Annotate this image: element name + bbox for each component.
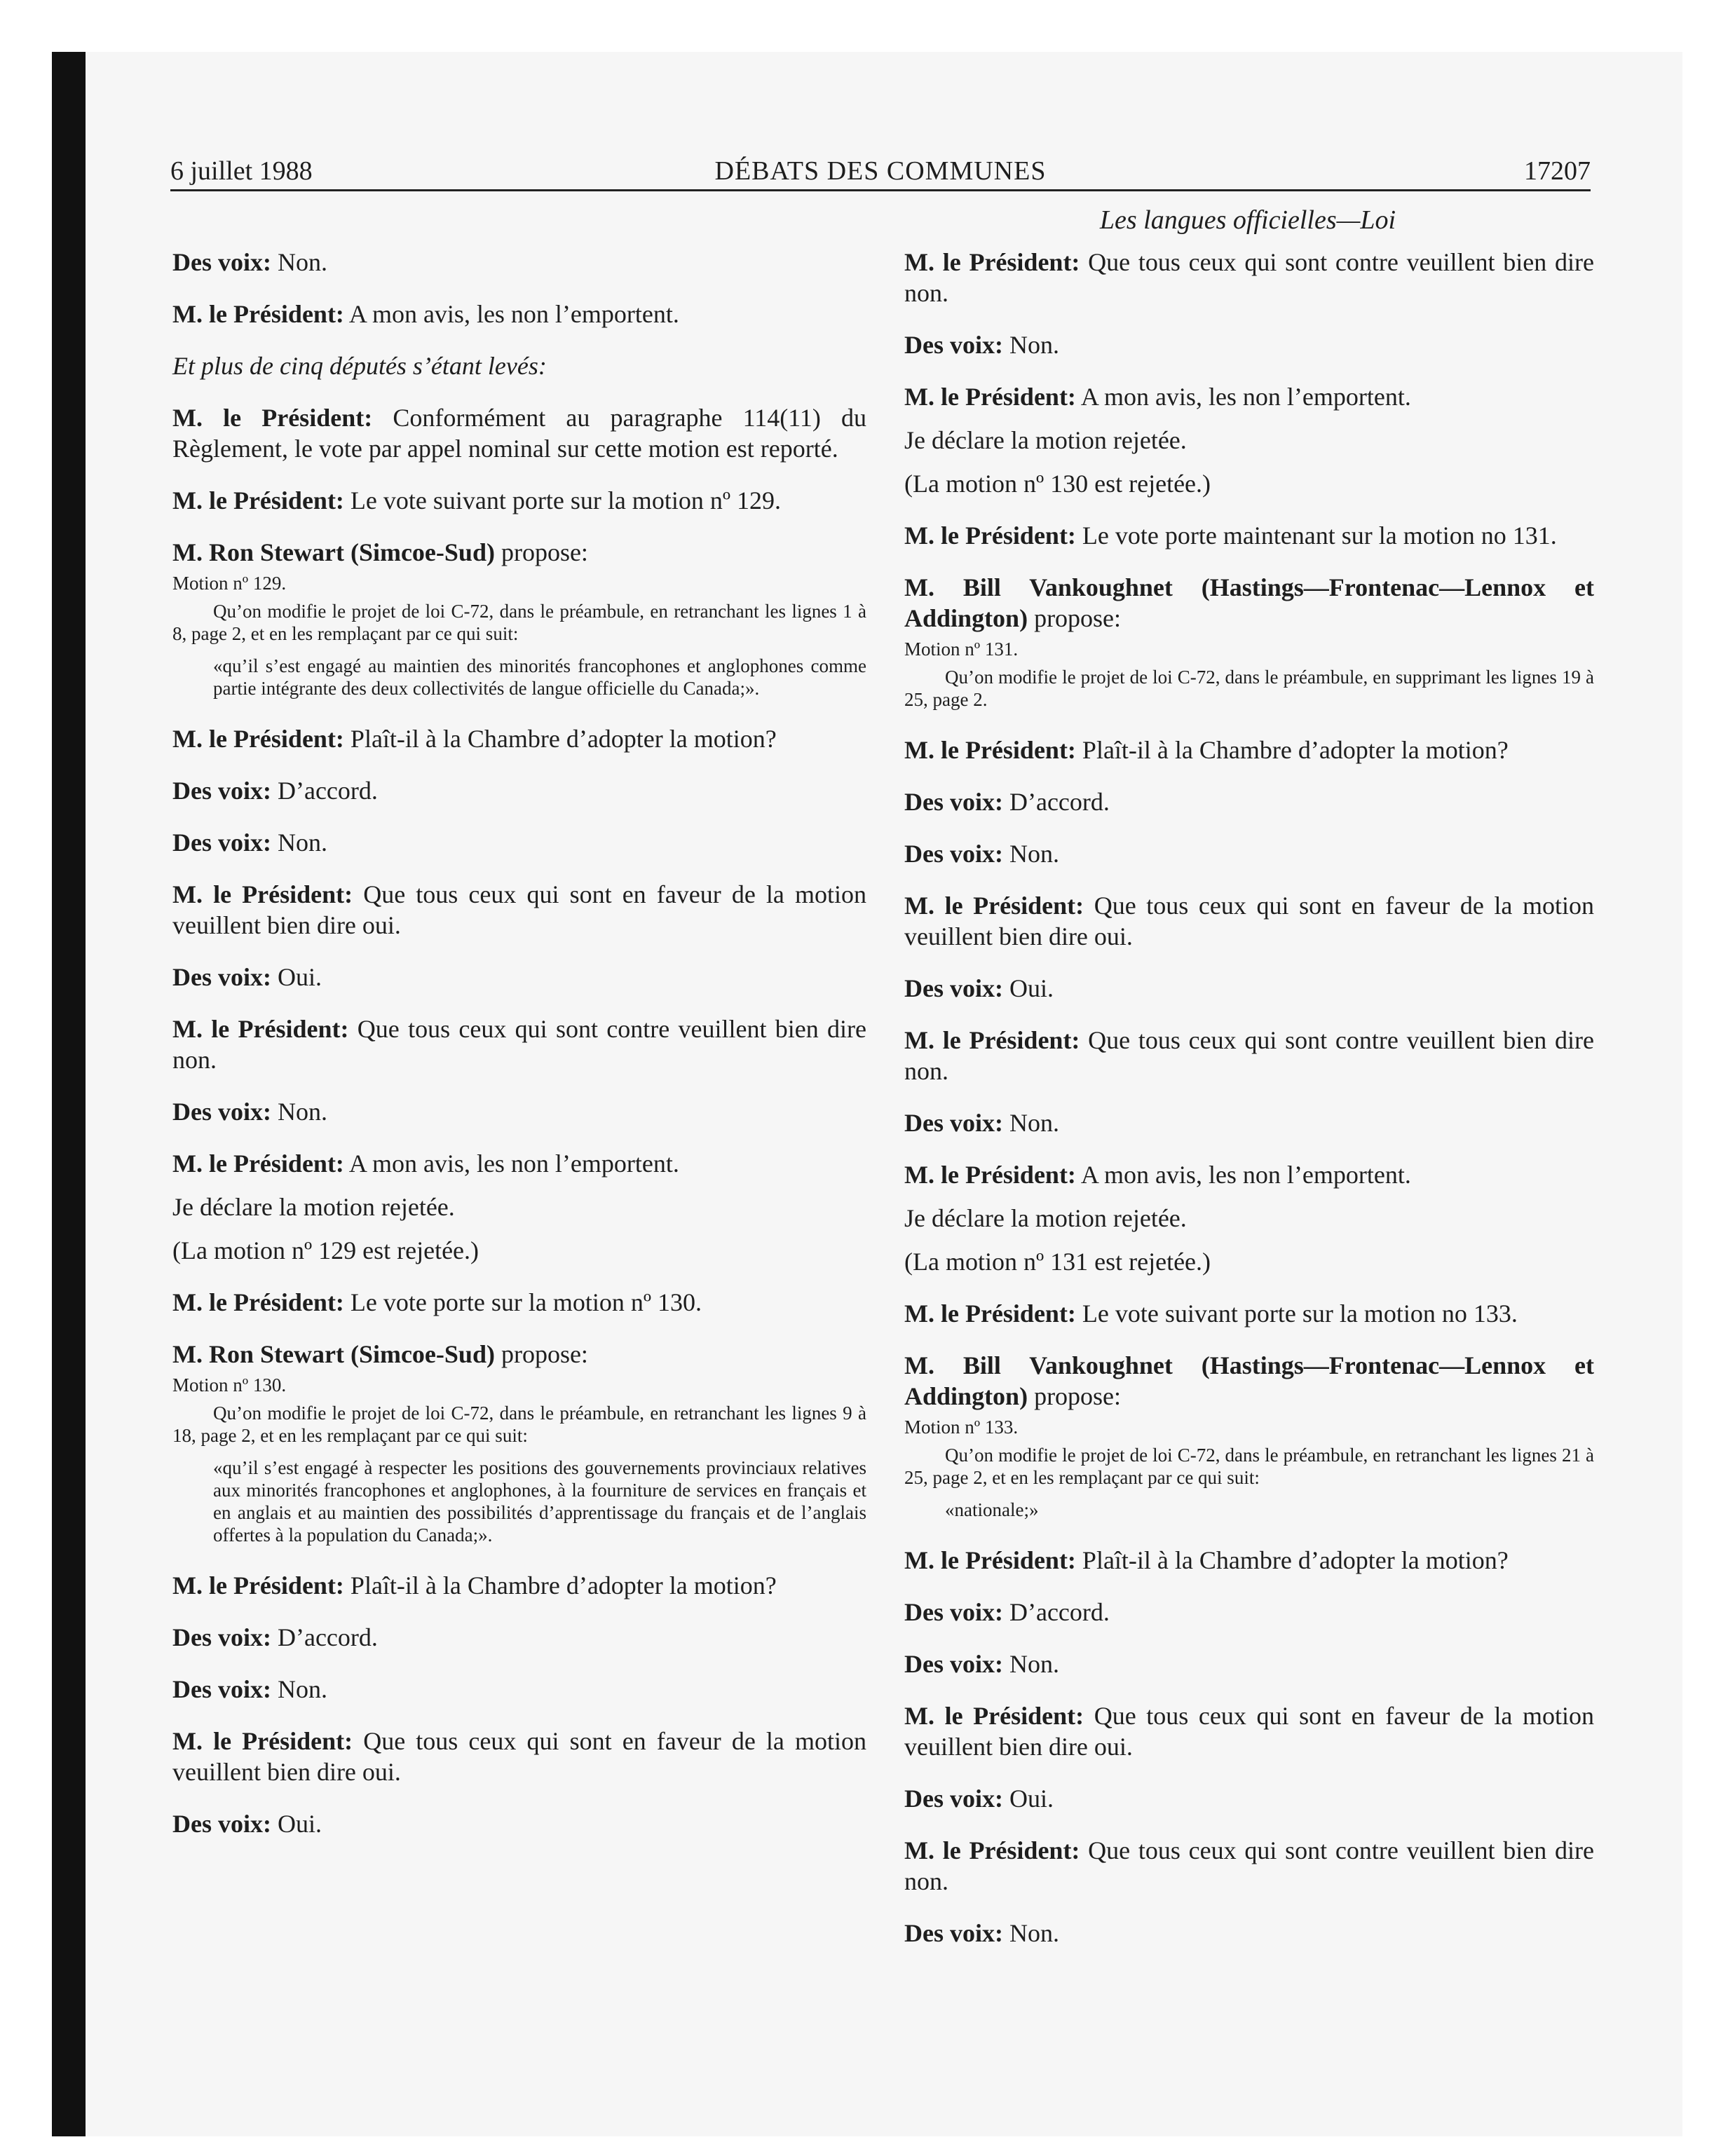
speaker-name: M. le Président: [904, 736, 1076, 764]
speaker-name: M. le Président: [172, 1727, 353, 1755]
paragraph [904, 786, 1594, 817]
speech-text: Le vote porte sur la motion nº 130. [343, 1288, 702, 1316]
speaker-name: Des voix: [172, 777, 271, 805]
motion-text: Qu’on modifie le projet de loi C-72, dans le préambule, en supprimant les lignes 19 à 25, page 2. [904, 667, 1594, 710]
header-date: 6 juillet 1988 [170, 156, 313, 186]
paragraph [904, 890, 1594, 952]
paragraph [172, 1622, 866, 1653]
speech-text: Je déclare la motion rejetée. [172, 1193, 455, 1221]
speech-text: D’accord. [271, 1623, 378, 1651]
paragraph [904, 1298, 1594, 1329]
speech-text: Non. [1002, 331, 1059, 359]
paragraph [904, 1159, 1594, 1190]
speaker-name: M. le Président: [904, 1836, 1080, 1864]
speech-text: Le vote suivant porte sur la motion no 133. [1075, 1299, 1518, 1328]
speech-text: Oui. [1002, 974, 1054, 1002]
speech-text: Que tous ceux qui sont en faveur de la motion veuillent bien dire oui. [172, 880, 866, 939]
paragraph [172, 1192, 866, 1222]
speaker-name: Des voix: [904, 788, 1003, 816]
paragraph [904, 1545, 1594, 1576]
paragraph [172, 1287, 866, 1318]
speaker-name: Des voix: [172, 1098, 271, 1126]
paragraph [904, 1203, 1594, 1234]
speaker-name: Des voix: [904, 974, 1003, 1002]
speech-text: Le vote suivant porte sur la motion nº 129. [343, 486, 781, 514]
speaker-name: Des voix: [904, 1109, 1003, 1137]
paragraph [172, 1148, 866, 1179]
speaker-name: M. le Président: [904, 1299, 1076, 1328]
motion-block [172, 1374, 866, 1546]
paragraph [172, 350, 866, 381]
speaker-name: M. le Président: [172, 404, 373, 432]
paragraph [904, 1918, 1594, 1949]
paragraph [172, 402, 866, 464]
motion-quote: «qu’il s’est engagé au maintien des minorités francophones et anglophones comme partie intégrante des deux collectivités de langue officielle du Canada;». [213, 655, 866, 699]
paragraph [904, 572, 1594, 634]
speech-text: D’accord. [1002, 1598, 1110, 1626]
paragraph [904, 973, 1594, 1004]
speech-text: D’accord. [271, 777, 378, 805]
speech-text: Non. [1002, 840, 1059, 868]
paragraph [904, 1107, 1594, 1138]
speech-text: Que tous ceux qui sont contre veuillent bien dire non. [904, 1836, 1594, 1895]
speaker-name: M. le Président: [904, 1026, 1080, 1054]
speech-text: A mon avis, les non l’emportent. [1075, 383, 1411, 411]
speech-text: A mon avis, les non l’emportent. [343, 300, 679, 328]
speech-text: Oui. [271, 1810, 322, 1838]
paragraph [172, 1808, 866, 1839]
speech-text: Non. [271, 1675, 327, 1703]
motion-block [172, 572, 866, 700]
page-header [170, 153, 1591, 191]
paragraph [172, 1726, 866, 1787]
speech-text: Que tous ceux qui sont en faveur de la motion veuillent bien dire oui. [904, 892, 1594, 950]
speaker-name: M. Ron Stewart (Simcoe-Sud) [172, 538, 495, 566]
speaker-name: Des voix: [172, 1675, 271, 1703]
speaker-name: M. le Président: [172, 1149, 344, 1178]
left-column [172, 247, 866, 1839]
speaker-name: M. le Président: [904, 248, 1080, 276]
speaker-name: M. le Président: [904, 521, 1076, 550]
header-title: DÉBATS DES COMMUNES [714, 156, 1047, 186]
paragraph [172, 827, 866, 858]
binding-edge [52, 52, 86, 2136]
motion-text: Qu’on modifie le projet de loi C-72, dans le préambule, en retranchant les lignes 9 à 18, page 2, et en les remplaçant par ce qui suit: [172, 1403, 866, 1446]
speech-text: (La motion nº 131 est rejetée.) [904, 1248, 1211, 1276]
paragraph [172, 247, 866, 278]
paragraph [904, 1700, 1594, 1762]
motion-quote: «qu’il s’est engagé à respecter les positions des gouvernements provinciaux relatives aux minorités francophones et anglophones, à la fourniture de services en français et en anglais et au maintien des possibilités d’apprentissage du français et de l’anglais offertes à la population du Canada;». [213, 1457, 866, 1546]
speech-text: Plaît-il à la Chambre d’adopter la motion? [1075, 736, 1509, 764]
speaker-name: M. le Président: [172, 1571, 344, 1599]
paragraph [172, 537, 866, 568]
speech-text: Non. [1002, 1109, 1059, 1137]
speech-text: Conformément au paragraphe 114(11) du Règlement, le vote par appel nominal sur cette motion est reporté. [172, 404, 867, 463]
paragraph [172, 962, 866, 992]
speech-text: D’accord. [1002, 788, 1110, 816]
speech-text: Non. [1002, 1650, 1059, 1678]
stage-direction: Et plus de cinq députés s’étant levés: [172, 352, 547, 380]
speech-text: Que tous ceux qui sont en faveur de la motion veuillent bien dire oui. [904, 1702, 1594, 1761]
running-head: Les langues officielles—Loi [1099, 205, 1396, 235]
speech-text: Plaît-il à la Chambre d’adopter la motion? [343, 725, 777, 753]
speech-text: (La motion nº 129 est rejetée.) [172, 1236, 479, 1264]
speaker-name: M. le Président: [904, 1702, 1084, 1730]
speech-text: Que tous ceux qui sont contre veuillent bien dire non. [904, 248, 1594, 307]
speech-text: Non. [1002, 1919, 1059, 1947]
paragraph [172, 1235, 866, 1266]
paragraph [904, 247, 1594, 308]
speech-text: Oui. [271, 963, 322, 991]
speech-text: Oui. [1002, 1785, 1054, 1813]
speaker-name: Des voix: [904, 331, 1003, 359]
speaker-name: M. le Président: [172, 725, 344, 753]
paragraph [904, 329, 1594, 360]
paragraph [172, 1339, 866, 1370]
speaker-name: M. le Président: [172, 300, 344, 328]
paragraph [904, 1649, 1594, 1679]
speech-text: propose: [494, 538, 588, 566]
speech-text: propose: [1028, 604, 1122, 632]
paragraph [904, 838, 1594, 869]
speaker-name: M. Bill Vankoughnet (Hastings—Frontenac—Lennox et Addington) [904, 573, 1594, 632]
speech-text: Non. [271, 1098, 327, 1126]
speech-text: Que tous ceux qui sont en faveur de la motion veuillent bien dire oui. [172, 1727, 866, 1786]
speaker-name: M. le Président: [172, 486, 344, 514]
speaker-name: Des voix: [172, 963, 271, 991]
paragraph [172, 485, 866, 516]
paragraph [172, 299, 866, 329]
header-page-number: 17207 [1524, 156, 1591, 186]
speech-text: Je déclare la motion rejetée. [904, 426, 1187, 454]
paragraph [904, 520, 1594, 551]
speaker-name: Des voix: [172, 1623, 271, 1651]
motion-text: Qu’on modifie le projet de loi C-72, dans le préambule, en retranchant les lignes 1 à 8, page 2, et en les remplaçant par ce qui suit: [172, 601, 866, 644]
paragraph [172, 1096, 866, 1127]
paragraph [904, 468, 1594, 499]
motion-number: Motion nº 131. [904, 639, 1019, 660]
speech-text: A mon avis, les non l’emportent. [1075, 1161, 1411, 1189]
paragraph [904, 1350, 1594, 1412]
paragraph [172, 879, 866, 941]
paragraph [904, 425, 1594, 456]
motion-quote: «nationale;» [945, 1499, 1039, 1520]
paragraph [904, 735, 1594, 765]
speech-text: Que tous ceux qui sont contre veuillent bien dire non. [172, 1015, 866, 1074]
speaker-name: M. le Président: [172, 1288, 344, 1316]
paragraph [172, 1570, 866, 1601]
speaker-name: M. Bill Vankoughnet (Hastings—Frontenac—Lennox et Addington) [904, 1351, 1594, 1410]
speech-text: Je déclare la motion rejetée. [904, 1204, 1187, 1232]
motion-number: Motion nº 130. [172, 1374, 287, 1396]
speaker-name: Des voix: [172, 248, 271, 276]
speaker-name: M. le Président: [904, 1546, 1076, 1574]
speaker-name: M. le Président: [904, 383, 1076, 411]
motion-text: Qu’on modifie le projet de loi C-72, dans le préambule, en retranchant les lignes 21 à 25, page 2, et en les remplaçant par ce qui suit: [904, 1445, 1594, 1488]
paragraph [904, 1025, 1594, 1086]
speaker-name: Des voix: [904, 1919, 1003, 1947]
speaker-name: Des voix: [904, 1785, 1003, 1813]
motion-block [904, 638, 1594, 711]
speech-text: propose: [494, 1340, 588, 1368]
speech-text: Plaît-il à la Chambre d’adopter la motion? [1075, 1546, 1509, 1574]
speaker-name: Des voix: [904, 1598, 1003, 1626]
paragraph [172, 1014, 866, 1075]
paragraph [172, 775, 866, 806]
speech-text: Que tous ceux qui sont contre veuillent bien dire non. [904, 1026, 1594, 1085]
speaker-name: M. le Président: [172, 1015, 349, 1043]
motion-number: Motion nº 129. [172, 573, 287, 594]
speaker-name: Des voix: [904, 1650, 1003, 1678]
speaker-name: Des voix: [172, 828, 271, 857]
paragraph [904, 1246, 1594, 1277]
speaker-name: M. le Président: [904, 892, 1084, 920]
speaker-name: M. le Président: [172, 880, 353, 908]
motion-block [904, 1416, 1594, 1521]
speech-text: Plaît-il à la Chambre d’adopter la motion? [343, 1571, 777, 1599]
speaker-name: M. Ron Stewart (Simcoe-Sud) [172, 1340, 495, 1368]
speaker-name: Des voix: [904, 840, 1003, 868]
paragraph [904, 1597, 1594, 1628]
speech-text: A mon avis, les non l’emportent. [343, 1149, 679, 1178]
motion-number: Motion nº 133. [904, 1417, 1019, 1438]
speech-text: Non. [271, 828, 327, 857]
paragraph [172, 723, 866, 754]
speech-text: Non. [271, 248, 327, 276]
speaker-name: M. le Président: [904, 1161, 1076, 1189]
speech-text: propose: [1028, 1382, 1122, 1410]
speech-text: Le vote porte maintenant sur la motion no 131. [1075, 521, 1557, 550]
right-column [904, 247, 1594, 1949]
paragraph [172, 1674, 866, 1705]
paragraph [904, 1783, 1594, 1814]
paragraph [904, 1835, 1594, 1897]
speech-text: (La motion nº 130 est rejetée.) [904, 470, 1211, 498]
paragraph [904, 381, 1594, 412]
speaker-name: Des voix: [172, 1810, 271, 1838]
